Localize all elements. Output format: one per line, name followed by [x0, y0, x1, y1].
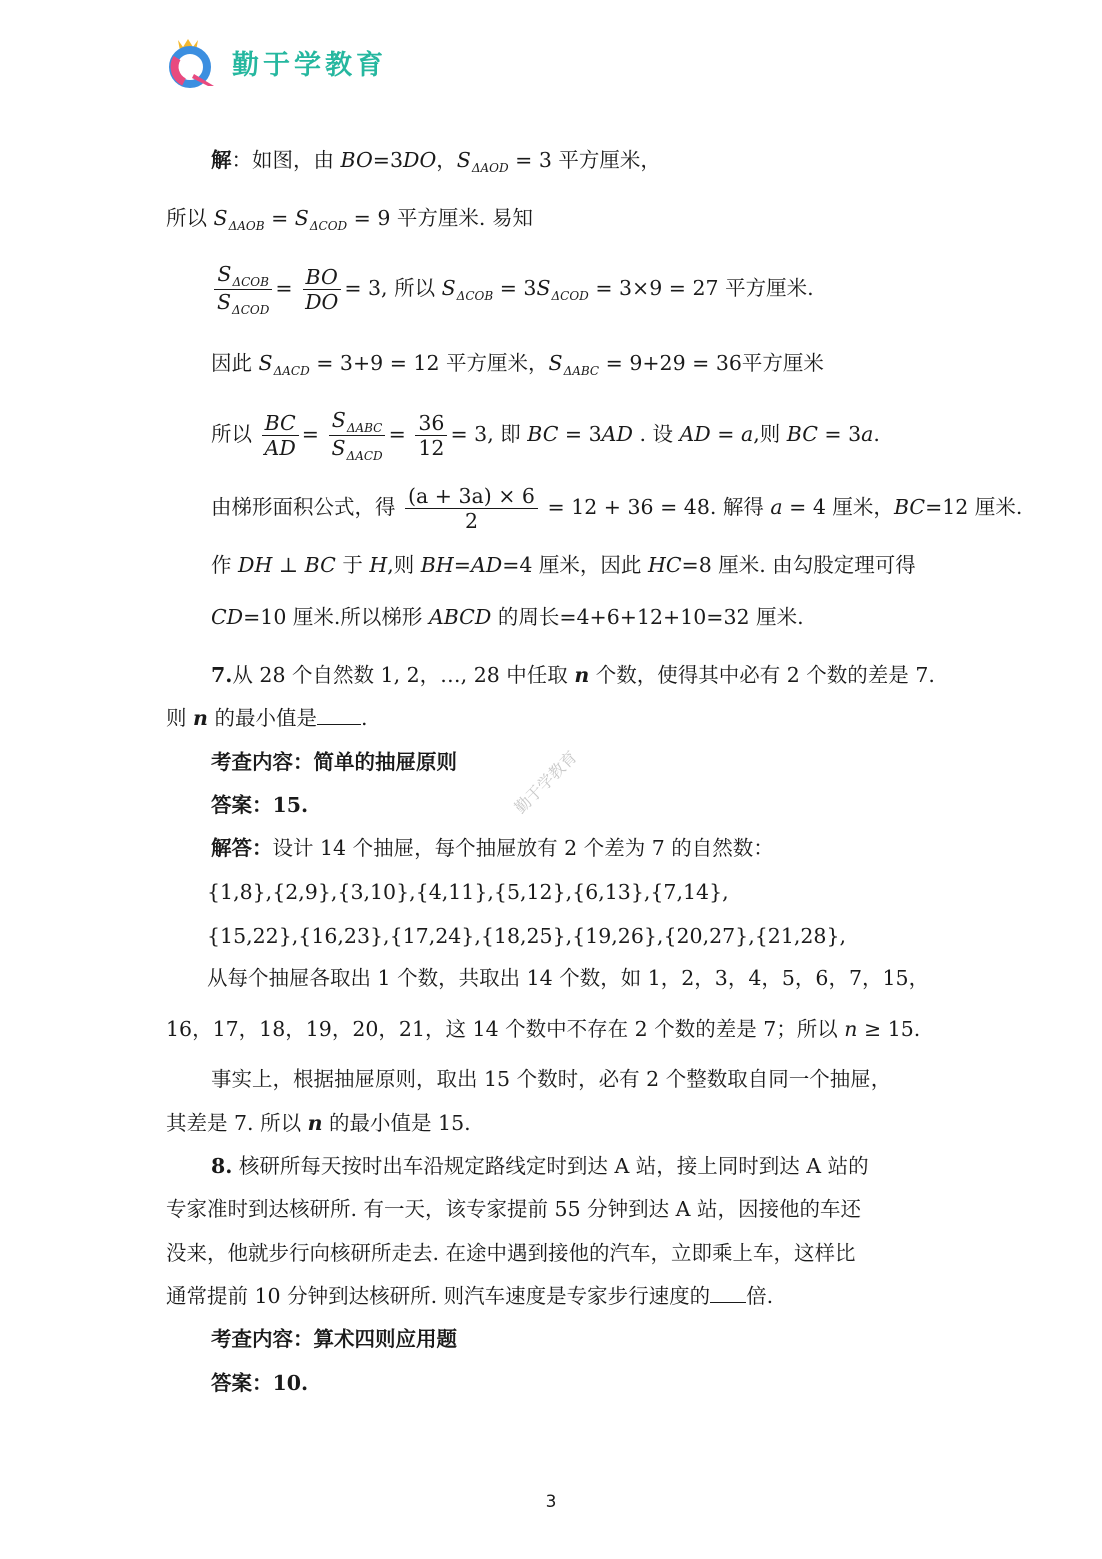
var: S: [331, 408, 346, 432]
var: HC: [647, 553, 682, 577]
text: = 12 + 36 = 48. 解得: [540, 495, 771, 519]
question-7-para-1: 从每个抽屉各取出 1 个数，共取出 14 个数，如 1，2，3，4，5，6，7，15，: [207, 966, 930, 990]
fraction-area: [328, 408, 385, 463]
text: 因此: [211, 351, 259, 375]
var: AD: [601, 422, 633, 446]
subscript: ΔCOB: [456, 289, 494, 303]
text: 所以: [211, 422, 259, 446]
question-7-line-1: [211, 661, 935, 689]
var: n: [574, 663, 590, 687]
solution-label: 解答：: [211, 836, 273, 860]
text: 所以: [166, 206, 214, 230]
subscript: ΔAOD: [471, 161, 509, 175]
var: S: [536, 276, 551, 300]
denominator: 2: [464, 509, 479, 533]
text: =4 厘米，因此: [502, 553, 648, 577]
subscript: ΔACD: [346, 449, 383, 463]
solution-line-7: [211, 551, 916, 579]
subscript: ΔCOD: [551, 289, 589, 303]
var: S: [456, 148, 471, 172]
brand-name: 勤于学教育: [232, 49, 387, 81]
text: ：如图，由: [231, 148, 341, 172]
denominator: AD: [264, 436, 296, 460]
solution-line-8: [211, 603, 804, 631]
var: a: [770, 495, 783, 519]
text: =10 厘米.所以梯形: [243, 605, 429, 629]
answer-blank: [317, 706, 361, 725]
subscript: ΔACD: [273, 364, 310, 378]
subscript: ΔCOD: [232, 303, 270, 317]
question-7-topic: 考查内容：简单的抽屉原则: [211, 750, 457, 774]
text: = 4 厘米，: [782, 495, 894, 519]
text: 于: [335, 553, 370, 577]
var: BC: [893, 495, 926, 519]
var: BO: [340, 148, 373, 172]
text: 的最小值是: [207, 706, 317, 730]
solution-line-5: 所以 $\frac{BC}{AD}$ = $\frac{S_{\Delta ABC}}{S_{\Delta ACD}}$ = $\frac{36}{12}$ = 3, 即 BC = 3AD . 设 AD = a,则 BC = 3a.: [211, 408, 880, 463]
question-7-para-4: [166, 1109, 471, 1137]
question-8-line-1: [211, 1152, 869, 1180]
solution-line-3: $\frac{S_{\Delta COB}}{S_{\Delta COD}}$ = $\frac{BO}{DO}$ = 3, 所以 $S_{\Delta COB} = 3S_{\Delta COD} = 3\times 9 = 27$ 平方厘米.: [211, 262, 814, 317]
var: ABCD: [428, 605, 492, 629]
var: S: [294, 206, 309, 230]
question-number: 8.: [211, 1154, 233, 1178]
var: a: [740, 422, 754, 446]
text: = 3: [493, 276, 537, 300]
question-7-para-2: [166, 1015, 920, 1043]
var: CD: [211, 605, 244, 629]
question-8-line-4: [166, 1282, 773, 1310]
text: 通常提前 10 分钟到达核研所. 则汽车速度是专家步行速度的: [166, 1284, 711, 1308]
subscript: ΔABC: [346, 421, 383, 435]
text: 其差是 7. 所以: [166, 1111, 308, 1135]
text: .: [873, 422, 880, 446]
var: n: [844, 1017, 858, 1041]
text: =3: [372, 148, 404, 172]
fraction-trapezoid: [405, 484, 538, 533]
var: S: [217, 262, 232, 286]
numerator: BC: [262, 411, 299, 436]
question-8-answer: 答案：10.: [211, 1371, 309, 1395]
text: ⊥: [272, 553, 305, 577]
text: = 3: [558, 422, 602, 446]
answer-blank: [710, 1284, 746, 1303]
question-7-sets-1: {1,8},{2,9},{3,10},{4,11},{5,12},{6,13},{7,14},: [207, 880, 729, 904]
question-8-topic: 考查内容：算术四则应用题: [211, 1327, 457, 1351]
question-7-answer: 答案：15.: [211, 793, 309, 817]
page-number: 3: [545, 1492, 557, 1512]
text: = 3×9 = 27 平方厘米.: [588, 276, 814, 300]
text: =: [710, 422, 741, 446]
text: . 设: [632, 422, 680, 446]
text: 从 28 个自然数 1, 2，…, 28 中任取: [232, 663, 575, 687]
text: 的周长=4+6+12+10=32 厘米.: [491, 605, 804, 629]
var: AD: [679, 422, 711, 446]
fraction-area-ratio: [214, 262, 272, 317]
var: DH: [238, 553, 273, 577]
question-7-para-3: 事实上，根据抽屉原则，取出 15 个数时，必有 2 个整数取自同一个抽屉，: [211, 1067, 892, 1091]
var: S: [548, 351, 563, 375]
text: =: [453, 553, 471, 577]
question-7-sets-2: {15,22},{16,23},{17,24},{18,25},{19,26},{20,27},{21,28},: [207, 924, 847, 948]
question-8-line-3: 没来，他就步行向核研所走去. 在途中遇到接他的汽车，立即乘上车，这样比: [166, 1241, 856, 1265]
text: 倍.: [746, 1284, 774, 1308]
numerator: (a + 3a) × 6: [405, 484, 538, 509]
text: 由梯形面积公式，得: [211, 495, 403, 519]
text: ≥ 15.: [857, 1017, 921, 1041]
text: = 3, 所以: [344, 276, 442, 300]
question-7-solution-1: [211, 834, 774, 862]
solution-line-6: [211, 484, 1022, 533]
solution-line-2: [166, 204, 533, 235]
text: = 9+29 = 36平方厘米: [599, 351, 824, 375]
text: = 3: [817, 422, 862, 446]
solution-line-1: [211, 146, 661, 177]
var: AD: [470, 553, 503, 577]
text: 个数，使得其中必有 2 个数的差是 7.: [589, 663, 935, 687]
var: BH: [420, 553, 454, 577]
subscript: ΔCOB: [232, 275, 269, 289]
var: DO: [403, 148, 437, 172]
question-number: 7.: [211, 663, 233, 687]
var: BC: [527, 422, 559, 446]
numerator: BO: [303, 265, 341, 290]
text: = 3 平方厘米，: [508, 148, 661, 172]
text: 核研所每天按时出车沿规定路线定时到达 A 站，接上同时到达 A 站的: [232, 1154, 869, 1178]
var: S: [213, 206, 228, 230]
var: a: [861, 422, 874, 446]
text: ,则: [387, 553, 421, 577]
subscript: ΔCOD: [309, 219, 348, 233]
subscript: ΔABC: [563, 364, 600, 378]
var: S: [441, 276, 456, 300]
question-7-line-2: [166, 704, 368, 732]
var: S: [217, 290, 232, 314]
denominator: 12: [418, 436, 445, 460]
var: n: [307, 1111, 323, 1135]
var: S: [331, 436, 346, 460]
text: = 9 平方厘米. 易知: [347, 206, 533, 230]
text: 16，17，18，19，20，21，这 14 个数中不存在 2 个数的差是 7；所以: [166, 1017, 845, 1041]
text: .: [360, 706, 368, 730]
text: = 3, 即: [450, 422, 528, 446]
watermark: 勤于学教育: [510, 747, 581, 818]
numerator: 36: [415, 411, 447, 436]
denominator: DO: [305, 290, 339, 314]
text: = 3+9 = 12 平方厘米，: [309, 351, 549, 375]
logo-q-icon: [164, 36, 220, 88]
text: =: [264, 206, 295, 230]
text: 的最小值是 15.: [322, 1111, 471, 1135]
fraction-36-12: [415, 411, 447, 460]
var: n: [193, 706, 208, 730]
question-8-line-2: 专家准时到达核研所. 有一天，该专家提前 55 分钟到达 A 站，因接他的车还: [166, 1197, 861, 1221]
text: ,则: [753, 422, 787, 446]
text: 作: [211, 553, 239, 577]
var: S: [258, 351, 273, 375]
fraction-bc-ad: [262, 411, 299, 460]
text: 则: [166, 706, 194, 730]
var: H: [369, 553, 388, 577]
text: =12 厘米.: [925, 495, 1023, 519]
var: BC: [304, 553, 336, 577]
subscript: ΔAOB: [228, 219, 265, 233]
header-logo: [164, 36, 387, 88]
solution-label: 解: [211, 148, 232, 172]
text: =8 厘米. 由勾股定理可得: [681, 553, 916, 577]
var: BC: [786, 422, 818, 446]
solution-line-4: [211, 349, 824, 380]
fraction-bo-do: [302, 265, 341, 314]
text: ，: [436, 148, 457, 172]
text: 设计 14 个抽屉，每个抽屉放有 2 个差为 7 的自然数：: [272, 836, 774, 860]
